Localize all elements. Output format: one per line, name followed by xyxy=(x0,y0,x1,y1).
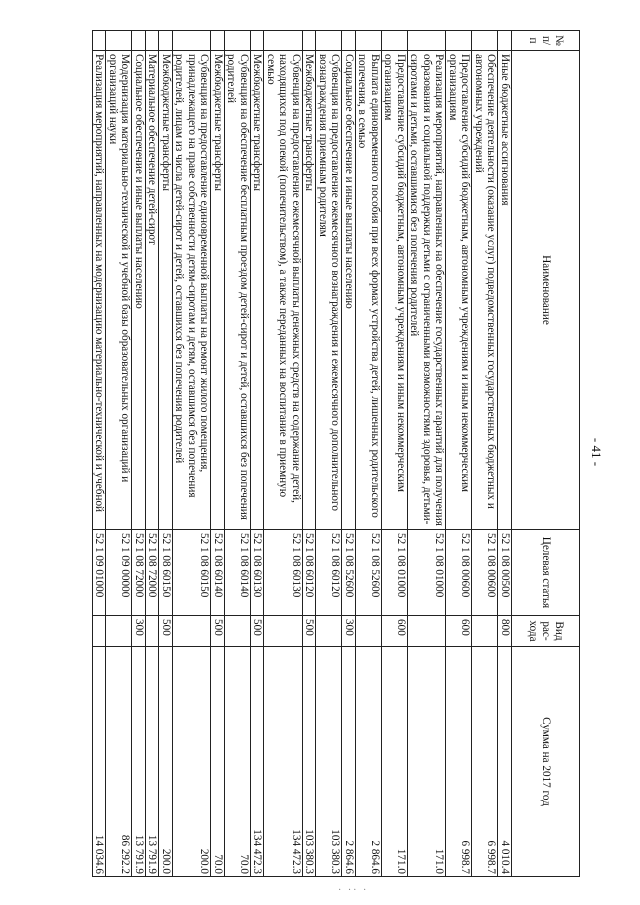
row-code-cell: 52 1 09 01000 xyxy=(93,530,107,616)
row-expense-type-cell xyxy=(93,616,107,647)
row-number-cell xyxy=(408,31,447,51)
row-number-cell xyxy=(264,31,303,51)
row-number-cell xyxy=(132,31,146,51)
row-code-cell: 52 1 08 72000 xyxy=(132,530,146,616)
row-name-cell: Субвенция на предоставление ежемесячного вознаграждения и ежемесячного дополнительного вознаграждения приемным родителям xyxy=(316,51,342,530)
row-code-cell: 52 1 08 60140 xyxy=(211,530,225,616)
row-expense-type-cell: 500 xyxy=(251,616,265,647)
row-sum-cell: 103 380.3 xyxy=(303,647,317,877)
row-sum-cell: 2 864.6 xyxy=(342,647,356,877)
header-no: № п/п xyxy=(512,31,580,51)
row-sum-cell: 103 380.3 xyxy=(316,647,342,877)
row-number-cell xyxy=(159,31,173,51)
row-sum-cell: 86 292.2 xyxy=(106,647,132,877)
table-row xyxy=(446,31,472,877)
row-name-cell: Социальное обеспечение и иные выплаты населению xyxy=(132,51,146,530)
row-number-cell xyxy=(342,31,356,51)
row-code-cell: 52 1 08 60120 xyxy=(316,530,342,616)
row-name-cell: Материальное обеспечение детей-сирот xyxy=(146,51,160,530)
row-code-cell: 52 1 08 60150 xyxy=(173,530,212,616)
table-row xyxy=(251,31,265,877)
row-number-cell xyxy=(251,31,265,51)
row-number-cell xyxy=(225,31,251,51)
row-sum-cell: 134 472.3 xyxy=(264,647,303,877)
row-code-cell: 52 1 08 01000 xyxy=(382,530,408,616)
row-expense-type-cell: 500 xyxy=(303,616,317,647)
page-number: - 41 - xyxy=(589,437,604,467)
row-name-cell: Предоставление субсидий бюджетным, автономным учреждениям и иным некоммерческим организациям xyxy=(446,51,472,530)
row-number-cell xyxy=(498,31,512,51)
table-row xyxy=(211,31,225,877)
row-name-cell: Реализация мероприятий, направленных на обеспечение государственных гарантий для получения образования и социальной поддержки детьми с ограниченными возможностями здоровья, детьми-сиротами и детьми, оставшимися без попечения родителей xyxy=(408,51,447,530)
table-row xyxy=(408,31,447,877)
row-expense-type-cell: 600 xyxy=(382,616,408,647)
row-expense-type-cell xyxy=(356,616,382,647)
row-name-cell: Обеспечение деятельности (оказание услуг) подведомственных государственных бюджетных и автономных учреждений xyxy=(472,51,498,530)
row-expense-type-cell xyxy=(106,616,132,647)
row-number-cell xyxy=(211,31,225,51)
table-row xyxy=(173,31,212,877)
table-row xyxy=(159,31,173,877)
row-number-cell xyxy=(472,31,498,51)
table-row xyxy=(132,31,146,877)
row-number-cell xyxy=(146,31,160,51)
row-name-cell: Субвенция на предоставление единовременной выплаты на ремонт жилого помещения, принадлежащего на праве собственности детям-сиротам и детям, оставшимся без попечения родителей, лицам из числа детей-сирот и детей, оставшихся без попечения родителей xyxy=(173,51,212,530)
row-code-cell: 52 1 08 01000 xyxy=(408,530,447,616)
row-number-cell xyxy=(446,31,472,51)
row-expense-type-cell xyxy=(472,616,498,647)
header-name: Наименование xyxy=(512,51,580,530)
table-row xyxy=(498,31,512,877)
table-row xyxy=(356,31,382,877)
document-page xyxy=(20,22,610,882)
row-code-cell: 52 1 08 60130 xyxy=(264,530,303,616)
row-name-cell: Социальное обеспечение и иные выплаты населению xyxy=(342,51,356,530)
row-name-cell: Межбюджетные трансферты xyxy=(159,51,173,530)
row-number-cell xyxy=(316,31,342,51)
row-sum-cell: 70.0 xyxy=(225,647,251,877)
row-expense-type-cell xyxy=(264,616,303,647)
row-code-cell: 52 1 08 00600 xyxy=(446,530,472,616)
row-sum-cell: 4 010.4 xyxy=(498,647,512,877)
row-code-cell: 52 1 08 72000 xyxy=(146,530,160,616)
row-name-cell: Выплата единовременного пособия при всех формах устройства детей, лишенных родительского попечения, в семью xyxy=(356,51,382,530)
row-sum-cell: 171.0 xyxy=(382,647,408,877)
table-row xyxy=(146,31,160,877)
row-code-cell: 52 1 08 60150 xyxy=(159,530,173,616)
row-expense-type-cell xyxy=(408,616,447,647)
row-expense-type-cell xyxy=(316,616,342,647)
row-name-cell: Предоставление субсидий бюджетным, автономным учреждениям и иным некоммерческим организациям xyxy=(382,51,408,530)
header-code: Целевая статья xyxy=(512,530,580,616)
table-row xyxy=(106,31,132,877)
table-row xyxy=(342,31,356,877)
row-sum-cell: 171.0 xyxy=(408,647,447,877)
row-name-cell: Иные бюджетные ассигнования xyxy=(498,51,512,530)
row-name-cell: Модернизация материально-технической и учебной базы образовательных организаций и организаций науки xyxy=(106,51,132,530)
row-name-cell: Межбюджетные трансферты xyxy=(251,51,265,530)
table-header-row xyxy=(512,31,580,877)
row-number-cell xyxy=(303,31,317,51)
row-number-cell xyxy=(382,31,408,51)
table-row xyxy=(264,31,303,877)
row-sum-cell: 70.0 xyxy=(211,647,225,877)
table-row xyxy=(303,31,317,877)
row-sum-cell: 2 864.6 xyxy=(356,647,382,877)
row-sum-cell: 13 791.9 xyxy=(146,647,160,877)
table-row xyxy=(472,31,498,877)
table-row xyxy=(225,31,251,877)
row-code-cell: 52 1 09 00000 xyxy=(106,530,132,616)
row-name-cell: Межбюджетные трансферты xyxy=(303,51,317,530)
row-code-cell: 52 1 08 60130 xyxy=(251,530,265,616)
table-row xyxy=(382,31,408,877)
row-expense-type-cell: 800 xyxy=(498,616,512,647)
row-code-cell: 52 1 08 00600 xyxy=(472,530,498,616)
row-sum-cell: 6 998.7 xyxy=(472,647,498,877)
row-expense-type-cell: 500 xyxy=(159,616,173,647)
row-name-cell: Субвенция на предоставление ежемесячной выплаты денежных средств на содержание детей, находящихся под опекой (попечительством), а также переданных на воспитание в приемную семью xyxy=(264,51,303,530)
row-number-cell xyxy=(106,31,132,51)
row-code-cell: 52 1 08 52600 xyxy=(342,530,356,616)
table-row xyxy=(316,31,342,877)
scan-mark: · ·· · xyxy=(338,885,369,896)
row-sum-cell: 14 034.6 xyxy=(93,647,107,877)
row-sum-cell: 6 998.7 xyxy=(446,647,472,877)
row-number-cell xyxy=(173,31,212,51)
row-number-cell xyxy=(356,31,382,51)
budget-table xyxy=(92,30,580,877)
row-expense-type-cell: 500 xyxy=(211,616,225,647)
header-sum: Сумма на 2017 год xyxy=(512,647,580,877)
row-sum-cell: 200.0 xyxy=(173,647,212,877)
row-sum-cell: 200.0 xyxy=(159,647,173,877)
row-code-cell: 52 1 08 00500 xyxy=(498,530,512,616)
row-code-cell: 52 1 08 60120 xyxy=(303,530,317,616)
row-expense-type-cell: 300 xyxy=(342,616,356,647)
row-number-cell xyxy=(93,31,107,51)
row-name-cell: Реализация мероприятий, направленных на модернизацию материально-технической и учебной xyxy=(93,51,107,530)
row-expense-type-cell xyxy=(225,616,251,647)
table-row xyxy=(93,31,107,877)
row-code-cell: 52 1 08 60140 xyxy=(225,530,251,616)
row-sum-cell: 13 791.9 xyxy=(132,647,146,877)
row-expense-type-cell xyxy=(146,616,160,647)
row-expense-type-cell: 600 xyxy=(446,616,472,647)
row-name-cell: Субвенция на обеспечение бесплатным проездом детей-сирот и детей, оставшихся без попечения родителей xyxy=(225,51,251,530)
row-name-cell: Межбюджетные трансферты xyxy=(211,51,225,530)
table-body xyxy=(93,31,512,877)
row-sum-cell: 134 472.3 xyxy=(251,647,265,877)
row-expense-type-cell: 300 xyxy=(132,616,146,647)
header-vid: Вид рас-хода xyxy=(512,616,580,647)
row-expense-type-cell xyxy=(173,616,212,647)
row-code-cell: 52 1 08 52600 xyxy=(356,530,382,616)
